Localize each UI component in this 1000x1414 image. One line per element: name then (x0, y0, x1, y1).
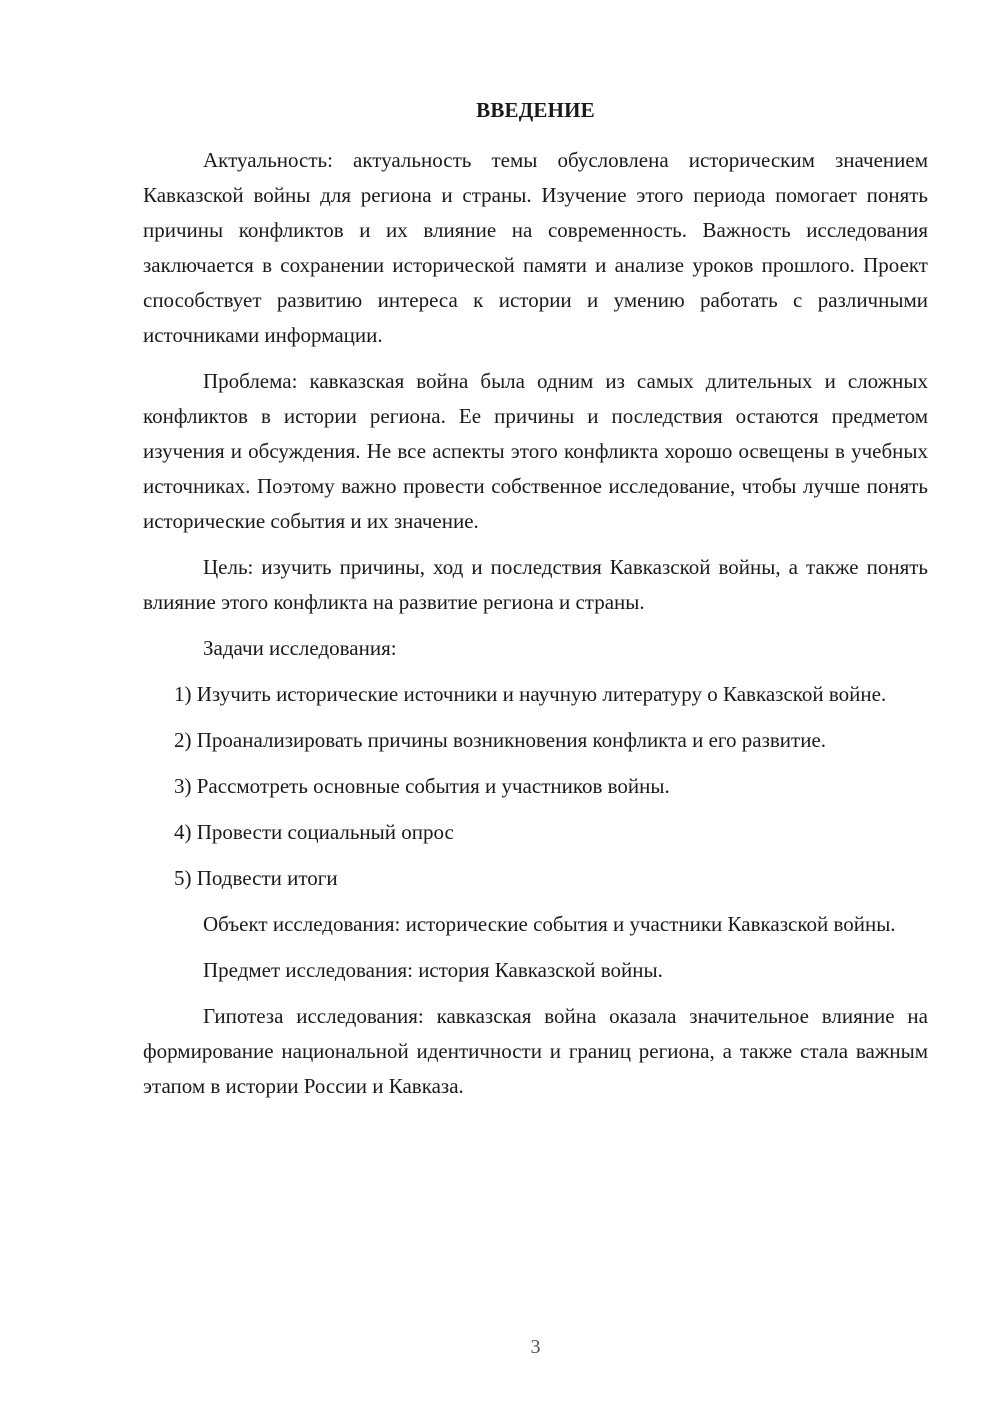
task-item-3: 3) Рассмотреть основные события и участников войны. (174, 774, 670, 798)
paragraph-relevance: Актуальность: актуальность темы обусловлена историческим значением Кавказской войны для региона и страны. Изучение этого периода помогает понять причины конфликтов и их влияние на современность. Важность исследования заключается в сохранении исторической памяти и анализе уроков прошлого. Проект способствует развитию интереса к истории и умению работать с различными источниками информации. (143, 148, 928, 347)
paragraph-problem: Проблема: кавказская война была одним из самых длительных и сложных конфликтов в истории региона. Ее причины и последствия остаются предметом изучения и обсуждения. Не все аспекты этого конфликта хорошо освещены в учебных источниках. Поэтому важно провести собственное исследование, чтобы лучше понять исторические события и их значение. (143, 369, 928, 533)
paragraph-goal: Цель: изучить причины, ход и последствия Кавказской войны, а также понять влияние этого конфликта на развитие региона и страны. (143, 555, 928, 614)
document-page (143, 0, 928, 1414)
paragraph-object: Объект исследования: исторические события и участники Кавказской войны. (203, 912, 896, 936)
paragraph-subject: Предмет исследования: история Кавказской войны. (203, 958, 663, 982)
task-item-4: 4) Провести социальный опрос (174, 820, 454, 844)
paragraph-tasks-heading: Задачи исследования: (203, 636, 397, 660)
task-item-2: 2) Проанализировать причины возникновения конфликта и его развитие. (174, 728, 827, 752)
document-body (143, 143, 928, 1104)
page-number: 3 (530, 1336, 541, 1358)
paragraph-hypothesis: Гипотеза исследования: кавказская война оказала значительное влияние на формирование национальной идентичности и границ региона, а также стала важным этапом в истории России и Кавказа. (143, 1004, 928, 1098)
section-title: ВВЕДЕНИЕ (476, 98, 595, 122)
task-item-5: 5) Подвести итоги (174, 866, 338, 890)
task-item-1: 1) Изучить исторические источники и научную литературу о Кавказской войне. (174, 682, 887, 706)
